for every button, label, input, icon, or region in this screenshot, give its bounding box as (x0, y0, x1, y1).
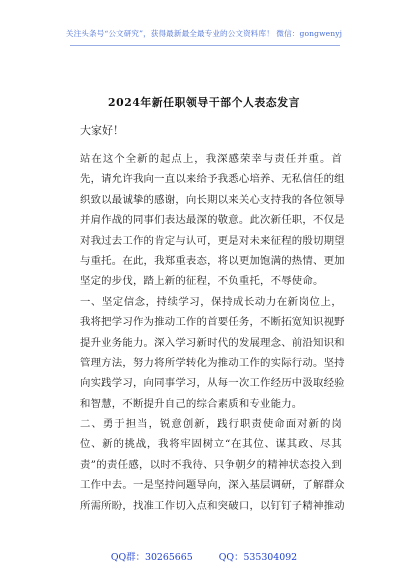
body-line: 工作中去。一是坚持问题导向，深入基层调研，了解群众 (80, 479, 345, 492)
qq-group-contact: QQ群：30265665 (110, 552, 193, 563)
document-body (80, 149, 345, 516)
body-line: 与重托。在此，我郑重表态，将以更加饱满的热情、更加 (80, 254, 345, 267)
body-line: 并肩作战的同事们表达最深的敬意。此次新任职，不仅是 (80, 214, 345, 227)
body-line: 责”的责任感，以时不我待、只争朝夕的精神状态投入到 (80, 458, 342, 471)
salutation: 大家好！ (80, 124, 124, 137)
footer-contact (0, 549, 408, 563)
body-line: 二、勇于担当，锐意创新，践行职责使命面对新的岗 (80, 418, 342, 431)
body-line: 和智慧，不断提升自己的综合素质和专业能力。 (80, 397, 303, 410)
body-line: 站在这个全新的起点上，我深感荣幸与责任并重。首 (80, 153, 342, 165)
body-line: 位、新的挑战，我将牢固树立“在其位、谋其政、尽其 (80, 438, 342, 451)
body-line: 所需所盼，找准工作切入点和突破口，以钉钉子精神推动 (80, 499, 345, 512)
header-banner: 关注头条号“公文研究”，获得最新最全最专业的公文资料库！ 微信：gongwenyj (65, 29, 343, 38)
body-line: 先，请允许我向一直以来给予我悉心培养、无私信任的组 (80, 173, 345, 186)
body-line: 我将把学习作为推动工作的首要任务，不断拓宽知识视野 (80, 316, 345, 329)
body-line: 对我过去工作的肯定与认可，更是对未来征程的殷切期望 (80, 234, 345, 247)
qq-contact: QQ：535304092 (218, 552, 298, 563)
body-line: 织致以最诚挚的感谢，向长期以来关心支持我的各位领导 (80, 193, 345, 206)
body-line: 提升业务能力。深入学习新时代的发展理念、前沿知识和 (80, 336, 345, 349)
document-title: 2024年新任职领导干部个人表态发言 (107, 96, 300, 109)
body-line: 管理方法，努力将所学转化为推动工作的实际行动。坚持 (80, 356, 345, 369)
body-line: 坚定的步伐，踏上新的征程，不负重托，不辱使命。 (80, 275, 324, 288)
body-line: 向实践学习，向同事学习，从每一次工作经历中汲取经验 (80, 377, 345, 390)
body-line: 一、坚定信念，持续学习，保持成长动力在新岗位上， (80, 295, 342, 308)
header-divider (70, 45, 340, 46)
